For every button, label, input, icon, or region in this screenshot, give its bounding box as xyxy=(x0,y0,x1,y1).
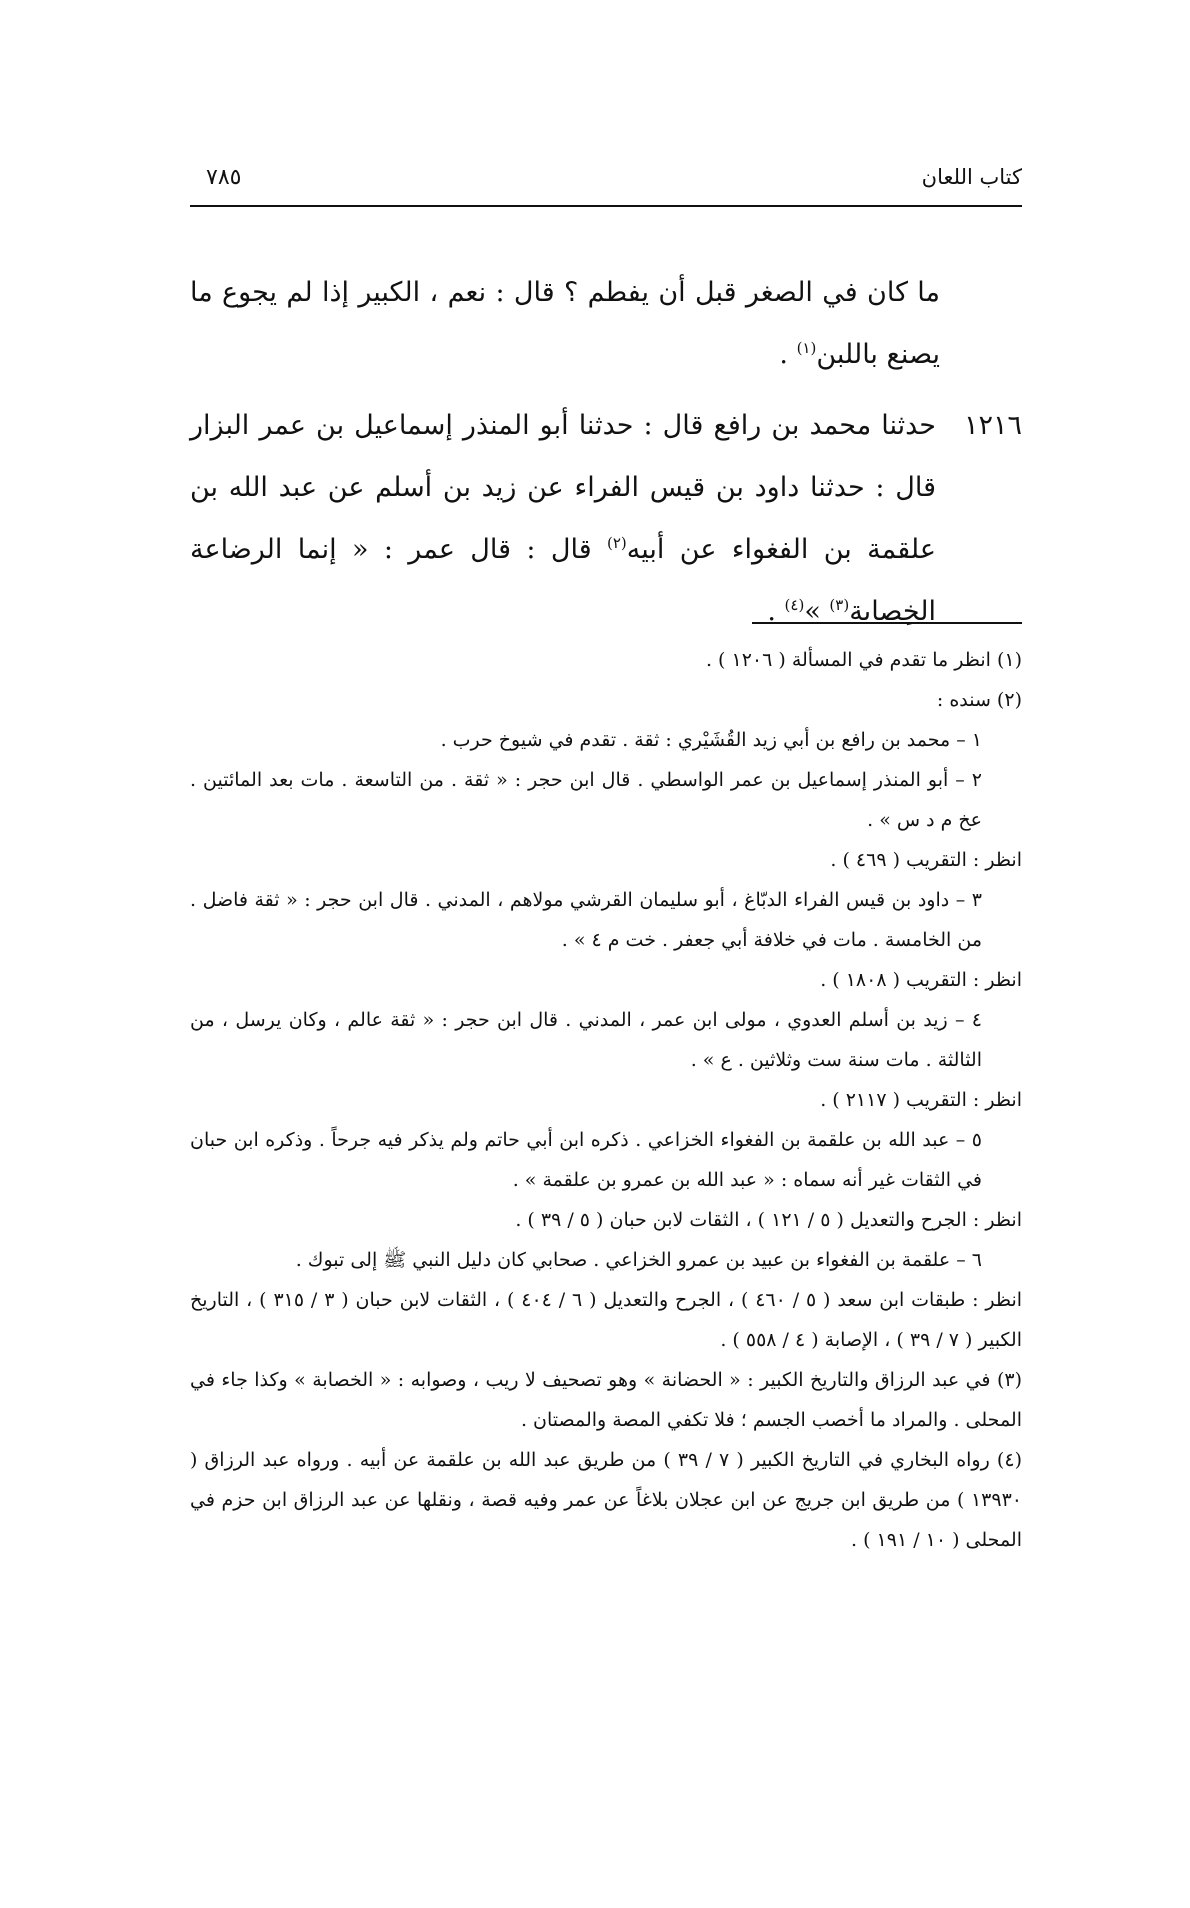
footnote-4: (٤) رواه البخاري في التاريخ الكبير ( ٧ / ٣٩ ) من طريق عبد الله بن علقمة عن أبيه . ورواه عبد الرزاق ( ١٣٩٣٠ ) من طريق ابن جريج عن ابن عجلان بلاغاً عن عمر وفيه قصة ، ونقلها عن عبد الرزاق ابن حزم في المحلى ( ١٠ / ١٩١ ) . xyxy=(190,1449,1022,1551)
narrator-1: ١ – محمد بن رافع بن أبي زيد القُشَيْري : ثقة . تقدم في شيوخ حرب . xyxy=(440,729,982,751)
hadith-text-1: حدثنا محمد بن رافع قال : حدثنا أبو المنذر إسماعيل بن عمر البزار قال : حدثنا داود بن قيس الفراء عن زيد بن أسلم عن عبد الله بن علقمة بن الفغواء عن أبيه xyxy=(190,410,936,565)
hadith-text-4: . xyxy=(767,596,785,627)
reference-line: انظر : التقريب ( ٢١١٧ ) . xyxy=(820,1089,1022,1111)
footnote-divider xyxy=(752,622,1022,624)
page-header xyxy=(190,163,1022,207)
footnote-ref-4: (٤) xyxy=(784,596,805,614)
reference-line: انظر : التقريب ( ١٨٠٨ ) . xyxy=(820,969,1022,991)
footnote-1: (١) انظر ما تقدم في المسألة ( ١٢٠٦ ) . xyxy=(705,649,1022,671)
reference-line: انظر : الجرح والتعديل ( ٥ / ١٢١ ) ، الثقات لابن حبان ( ٥ / ٣٩ ) . xyxy=(515,1209,1022,1231)
hadith-text-3: » xyxy=(804,596,830,627)
narrator-2: ٢ – أبو المنذر إسماعيل بن عمر الواسطي . قال ابن حجر : « ثقة . من التاسعة . مات بعد المائتين . عخ م د س » . xyxy=(190,769,982,831)
footnote-ref-3: (٣) xyxy=(829,596,850,614)
footnotes xyxy=(190,640,1022,1560)
page-number: ٧٨٥ xyxy=(206,165,242,190)
hadith-1216 xyxy=(190,395,1022,643)
continuation-end: باللبن xyxy=(816,339,878,370)
continuation-period: . xyxy=(779,339,797,370)
footnote-ref-1: (١) xyxy=(796,339,817,357)
hadith-number: ١٢١٦ xyxy=(963,410,1022,441)
reference-line: انظر : التقريب ( ٤٦٩ ) . xyxy=(830,849,1022,871)
continuation-paragraph xyxy=(190,262,940,386)
footnote-3: (٣) في عبد الرزاق والتاريخ الكبير : « الحضانة » وهو تصحيف لا ريب ، وصوابه : « الخصابة » وكذا جاء في المحلى . والمراد ما أخصب الجسم ؛ فلا تكفي المصة والمصتان . xyxy=(190,1369,1022,1431)
footnote-ref-2: (٢) xyxy=(607,534,627,552)
continuation-text: ما كان في الصغر قبل أن يفطم ؟ قال : نعم ، الكبير إذا لم يجوع ما يصنع xyxy=(190,277,940,370)
narrator-6: ٦ – علقمة بن الفغواء بن عبيد بن عمرو الخزاعي . صحابي كان دليل النبي ﷺ إلى تبوك . xyxy=(295,1249,982,1271)
narrator-4: ٤ – زيد بن أسلم العدوي ، مولى ابن عمر ، المدني . قال ابن حجر : « ثقة عالم ، وكان يرسل ، من الثالثة . مات سنة ست وثلاثين . ع » . xyxy=(190,1009,982,1071)
footnote-2-heading: (٢) سنده : xyxy=(936,689,1022,711)
hadith-text-2: قال : قال عمر : « إنما الرضاعة الخِصابة xyxy=(190,534,936,627)
narrator-3: ٣ – داود بن قيس الفراء الدبّاغ ، أبو سليمان القرشي مولاهم ، المدني . قال ابن حجر : « ثقة فاضل . من الخامسة . مات في خلافة أبي جعفر . خت م ٤ » . xyxy=(190,889,982,951)
book-title: كتاب اللعان xyxy=(921,165,1022,189)
reference-line: انظر : طبقات ابن سعد ( ٥ / ٤٦٠ ) ، الجرح والتعديل ( ٦ / ٤٠٤ ) ، الثقات لابن حبان ( ٣ / ٣١٥ ) ، التاريخ الكبير ( ٧ / ٣٩ ) ، الإصابة ( ٤ / ٥٥٨ ) . xyxy=(190,1289,1023,1351)
narrator-5: ٥ – عبد الله بن علقمة بن الفغواء الخزاعي . ذكره ابن أبي حاتم ولم يذكر فيه جرحاً . وذكره ابن حبان في الثقات غير أنه سماه : « عبد الله بن عمرو بن علقمة » . xyxy=(190,1129,982,1191)
